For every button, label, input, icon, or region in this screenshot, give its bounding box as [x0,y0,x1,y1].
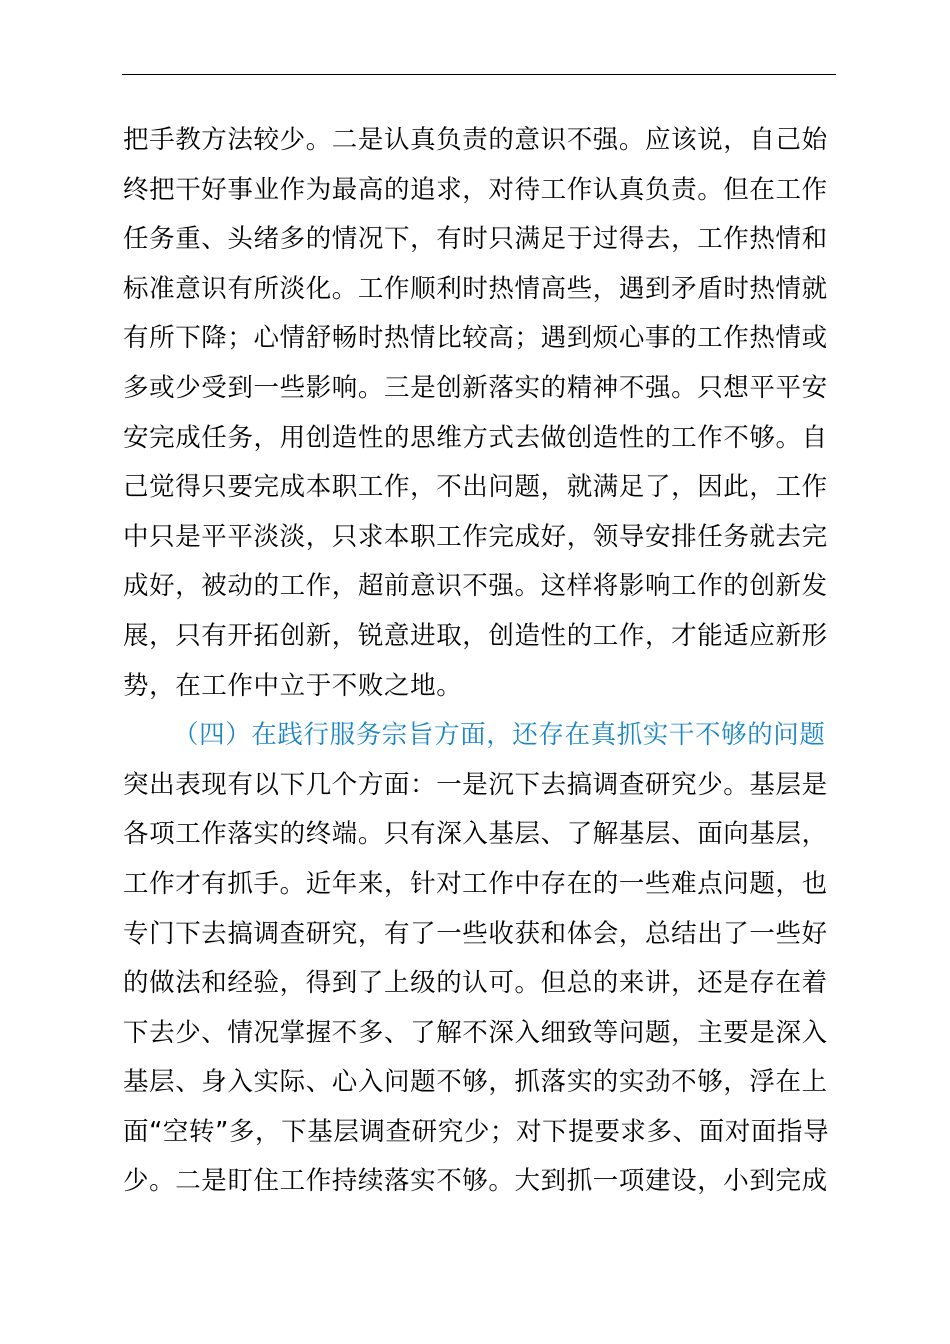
paragraph-line: 突出表现有以下几个方面：一是沉下去搞调查研究少。基层是 [123,769,828,800]
paragraph-line: 中只是平平淡淡，只求本职工作完成好，领导安排任务就去完 [123,521,828,552]
paragraph-line: 基层、身入实际、心入问题不够，抓落实的实劲不够，浮在上 [123,1067,828,1098]
document-body [123,116,843,1207]
paragraph-line: 成好，被动的工作，超前意识不强。这样将影响工作的创新发 [123,571,828,602]
paragraph-line: 面“空转”多，下基层调查研究少；对下提要求多、面对面指导 [123,1116,830,1147]
paragraph-line: 任务重、头绪多的情况下，有时只满足于过得去，工作热情和 [123,224,828,255]
section-heading: （四）在践行服务宗旨方面，还存在真抓实干不够的问题 [173,720,826,751]
paragraph-line: 专门下去搞调查研究，有了一些收获和体会，总结出了一些好 [123,918,828,949]
paragraph-line: 势，在工作中立于不败之地。 [123,670,463,701]
paragraph-line: 下去少、情况掌握不多、了解不深入细致等问题，主要是深入 [123,1017,828,1048]
paragraph-line: 少。二是盯住工作持续落实不够。大到抓一项建设，小到完成 [123,1166,828,1197]
paragraph-line: 工作才有抓手。近年来，针对工作中存在的一些难点问题，也 [123,868,828,899]
paragraph-line: 把手教方法较少。二是认真负责的意识不强。应该说，自己始 [123,125,828,155]
paragraph-line: 标准意识有所淡化。工作顺利时热情高些，遇到矛盾时热情就 [123,273,828,304]
paragraph-line: 展，只有开拓创新，锐意进取，创造性的工作，才能适应新形 [123,620,828,651]
paragraph-line: 各项工作落实的终端。只有深入基层、了解基层、面向基层， [123,819,828,850]
paragraph-line: 的做法和经验，得到了上级的认可。但总的来讲，还是存在着 [123,968,828,999]
paragraph-line: 安完成任务，用创造性的思维方式去做创造性的工作不够。自 [123,422,828,453]
paragraph-line: 己觉得只要完成本职工作，不出问题，就满足了，因此，工作 [123,472,828,503]
paragraph-line: 有所下降；心情舒畅时热情比较高；遇到烦心事的工作热情或 [123,323,828,354]
header-rule [122,74,836,75]
paragraph-line: 终把干好事业作为最高的追求，对待工作认真负责。但在工作 [123,174,828,205]
paragraph-line: 多或少受到一些影响。三是创新落实的精神不强。只想平平安 [123,372,828,403]
